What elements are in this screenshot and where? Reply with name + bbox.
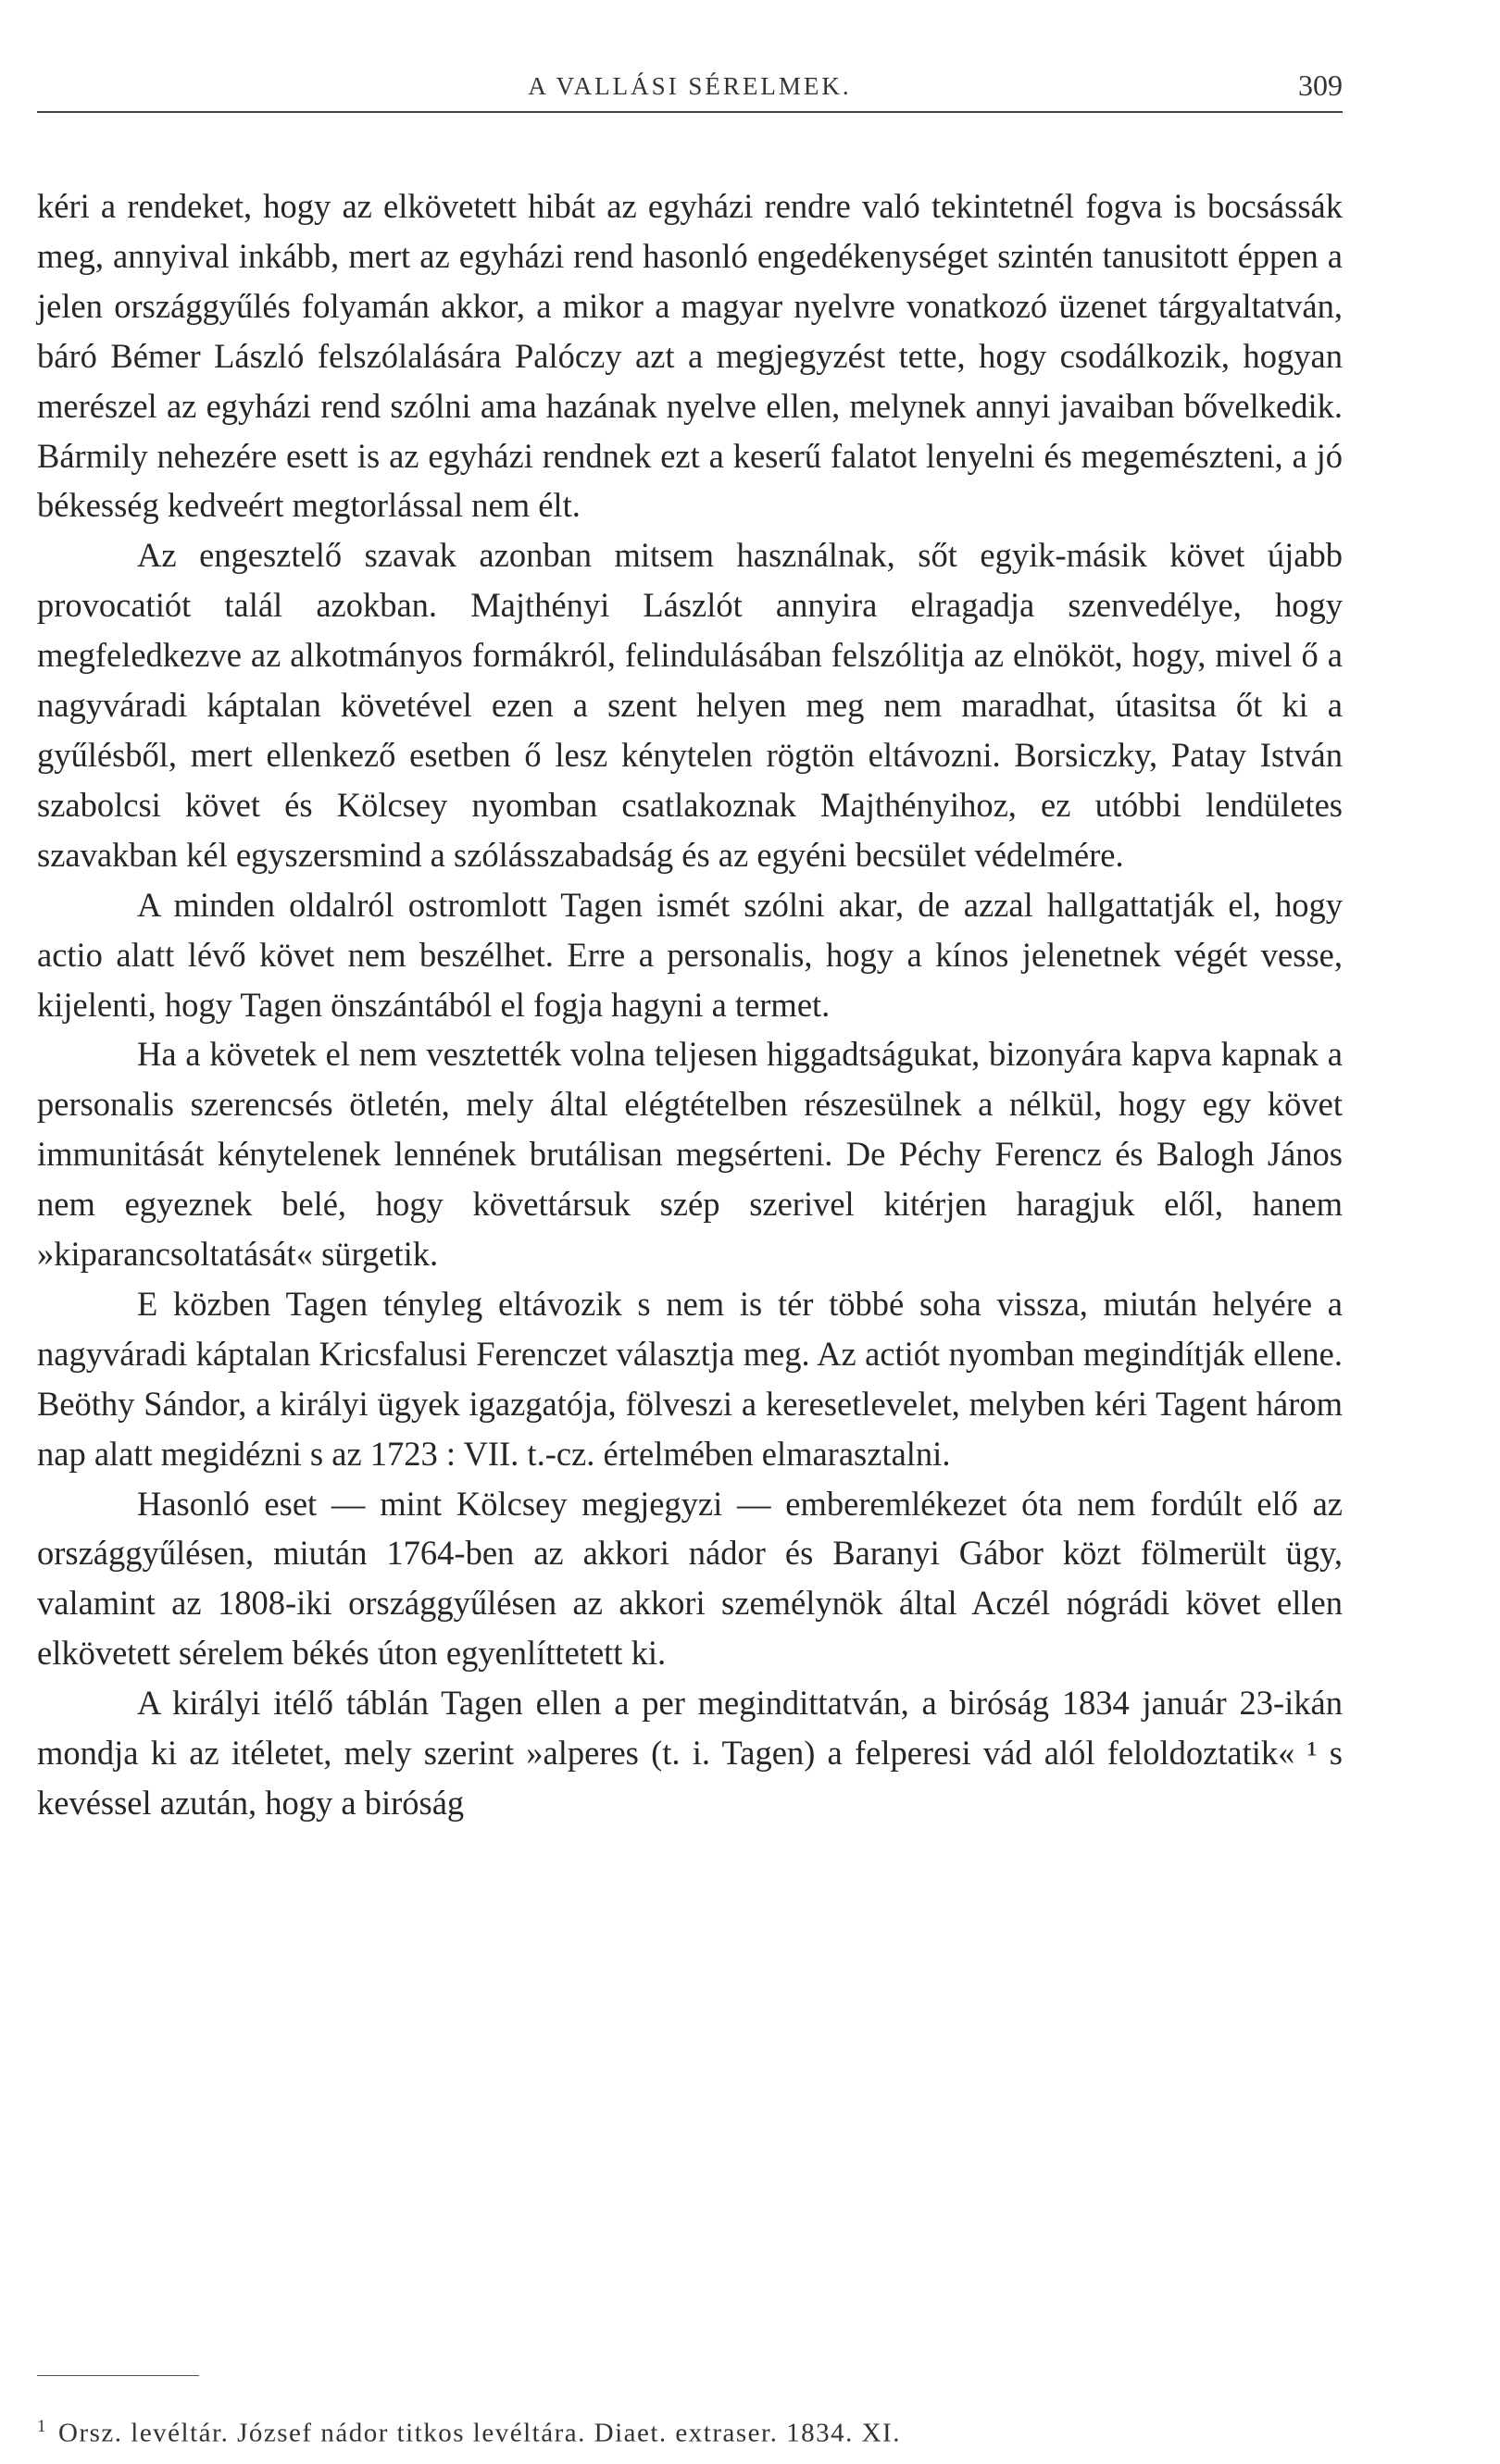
- page-number: 309: [1298, 68, 1343, 102]
- footnote-divider: [37, 2375, 199, 2376]
- body-text: [37, 181, 1343, 1828]
- paragraph-2: Az engesztelő szavak azonban mitsem használnak, sőt egyik-másik követ újabb provocatiót talál azokban. Majthényi Lászlót annyira elragadja szenvedélye, hogy megfeledkezve az alkotmányos formákról, felindulásában felszólitja az elnököt, hogy, mivel ő a nagyváradi káptalan követével ezen a szent helyen meg nem maradhat, útasitsa őt ki a gyűlésből, mert ellenkező esetben ő lesz kénytelen rögtön eltávozni. Borsiczky, Patay István szabolcsi követ és Kölcsey nyomban csatlakoznak Majthényihoz, ez utóbbi lendületes szavakban kél egyszersmind a szólásszabadság és az egyéni becsület védelmére.: [37, 536, 1343, 874]
- paragraph-7: A királyi itélő táblán Tagen ellen a per megindittatván, a biróság 1834 január 23-ikán mondja ki az itéletet, mely szerint »alperes (t. i. Tagen) a felperesi vád alól feloldoztatik« ¹ s kevéssel azután, hogy a biróság: [37, 1684, 1343, 1822]
- paragraph-1: kéri a rendeket, hogy az elkövetett hibát az egyházi rendre való tekintetnél fogva is bocsássák meg, annyival inkább, mert az egyházi rend hasonló engedékenységet szintén tanusitott éppen a jelen országgyűlés folyamán akkor, a mikor a magyar nyelvre vonatkozó üzenet tárgyaltatván, báró Bémer László felszólalására Palóczy azt a megjegyzést tette, hogy csodálkozik, hogyan merészel az egyházi rend szólni ama hazának nyelve ellen, melynek annyi javaiban bővelkedik. Bármily nehezére esett is az egyházi rendnek ezt a keserű falatot lenyelni és megemészteni, a jó békesség kedveért megtorlással nem élt.: [37, 187, 1343, 525]
- page-header: [37, 65, 1343, 113]
- paragraph-3: A minden oldalról ostromlott Tagen ismét szólni akar, de azzal hallgattatják el, hogy actio alatt lévő követ nem beszélhet. Erre a personalis, hogy a kínos jelenetnek végét vesse, kijelenti, hogy Tagen önszántából el fogja hagyni a termet.: [37, 885, 1343, 1024]
- footnote-marker: 1: [37, 2417, 47, 2436]
- paragraph-6: Hasonló eset — mint Kölcsey megjegyzi — emberemlékezet óta nem fordúlt elő az országgyűlésen, miután 1764-ben az akkori nádor és Baranyi Gábor közt fölmerült ügy, valamint az 1808-iki országgyűlésen az akkori személynök által Aczél nógrádi követ ellen elkövetett sérelem békés úton egyenlíttetett ki.: [37, 1484, 1343, 1673]
- paragraph-4: Ha a követek el nem vesztették volna teljesen higgadtságukat, bizonyára kapva kapnak a personalis szerencsés ötletén, mely által elégtételben részesülnek a nélkül, hogy egy követ immunitását kénytelenek lennének brutálisan megsérteni. De Péchy Ferencz és Balogh János nem egyeznek belé, hogy követtársuk szép szerivel kitérjen haragjuk elől, hanem »kiparancsoltatását« sürgetik.: [37, 1035, 1343, 1274]
- footnote-text: Orsz. levéltár. József nádor titkos levéltára. Diaet. extraser. 1834. XI.: [58, 2418, 901, 2448]
- paragraph-5: E közben Tagen tényleg eltávozik s nem is tér többé soha vissza, miután helyére a nagyváradi káptalan Kricsfalusi Ferenczet választja meg. Az actiót nyomban megindítják ellene. Beöthy Sándor, a királyi ügyek igazgatója, fölveszi a keresetlevelet, melyben kéri Tagent három nap alatt megidézni s az 1723 : VII. t.-cz. értelmében elmarasztalni.: [37, 1284, 1343, 1473]
- footnote: [37, 2410, 1343, 2450]
- running-head: A VALLÁSI SÉRELMEK.: [528, 72, 852, 100]
